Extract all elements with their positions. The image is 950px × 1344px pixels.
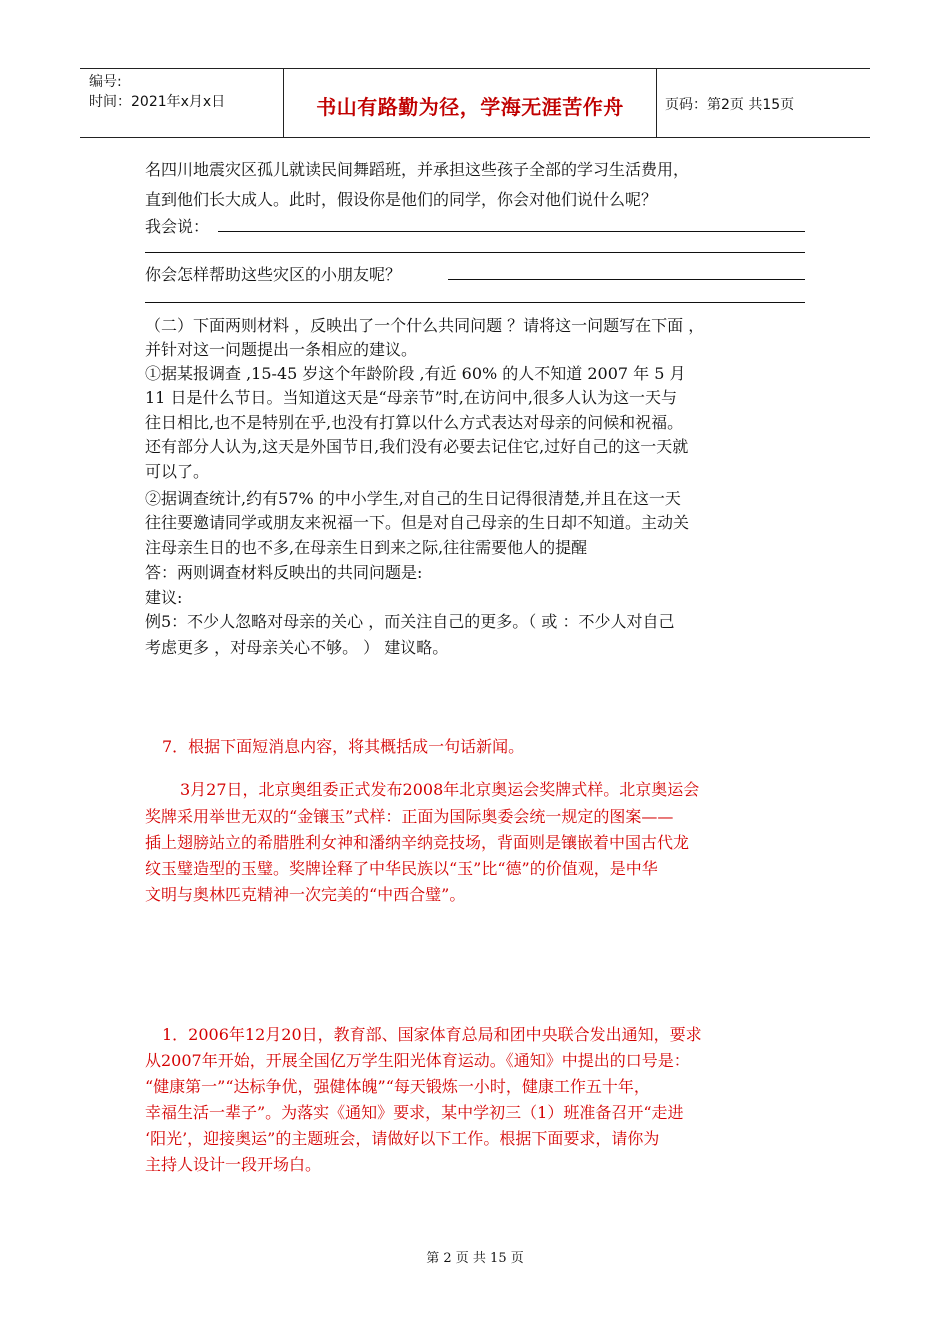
answer-line: [145, 302, 805, 303]
paragraph-line: “健康第一”“达标争优，强健体魄”“每天锻炼一小时，健康工作五十年，: [145, 1077, 650, 1096]
paragraph-line: 可以了。: [145, 462, 210, 481]
paragraph-line: 奖牌采用举世无双的“金镶玉”式样：正面为国际奥委会统一规定的图案——: [145, 807, 674, 826]
paragraph-line: 注母亲生日的也不多,在母亲生日到来之际,往往需要他人的提醒: [145, 538, 588, 557]
header-motto: 书山有路勤为径，学海无涯苦作舟: [316, 95, 624, 119]
answer-prompt: 我会说：: [145, 217, 210, 236]
header-meta: [89, 72, 225, 112]
paragraph-line: ②据调查统计,约有57% 的中小学生,对自己的生日记得很清楚,并且在这一天: [145, 489, 681, 508]
paragraph-line: 3月27日，北京奥组委正式发布2008年北京奥运会奖牌式样。北京奥运会: [180, 780, 700, 799]
header-page-info: 页码：第2页 共15页: [665, 97, 795, 113]
paragraph-line: 直到他们长大成人。此时，假设你是他们的同学，你会对他们说什么呢？: [145, 190, 658, 209]
example-answer: 考虑更多 ，对母亲关心不够。 ） 建议略。: [145, 638, 449, 657]
paragraph-line: 还有部分人认为,这天是外国节日,我们没有必要去记住它,过好自己的这一天就: [145, 437, 689, 456]
paragraph-line: 文明与奥林匹克精神一次完美的“中西合璧”。: [145, 885, 466, 904]
paragraph-line: （二）下面两则材料 ，反映出了一个什么共同问题 ？请将这一问题写在下面 ，: [145, 316, 705, 335]
paragraph-line: ‘阳光’，迎接奥运”的主题班会，请做好以下工作。根据下面要求，请你为: [145, 1129, 660, 1148]
paragraph-line: 1．2006年12月20日，教育部、国家体育总局和团中央联合发出通知，要求: [162, 1025, 702, 1044]
date-line: 时间：2021年x月x日: [89, 94, 226, 110]
paragraph-line: 往日相比,也不是特别在乎,也没有打算以什么方式表达对母亲的问候和祝福。: [145, 413, 684, 432]
paragraph-line: 主持人设计一段开场白。: [145, 1155, 322, 1174]
paragraph-line: 从2007年开始，开展全国亿万学生阳光体育运动。《通知》中提出的口号是：: [145, 1051, 690, 1070]
paragraph-line: 名四川地震灾区孤儿就读民间舞蹈班，并承担这些孩子全部的学习生活费用，: [145, 160, 690, 179]
answer-line: [448, 279, 805, 280]
paragraph-line: 11 日是什么节日。当知道这天是“母亲节”时,在访问中,很多人认为这一天与: [145, 388, 677, 407]
document-number-label: 编号:: [89, 74, 122, 90]
paragraph-line: 插上翅膀站立的希腊胜利女神和潘纳辛纳竞技场，背面则是镶嵌着中国古代龙: [145, 833, 690, 852]
paragraph-line: 纹玉璧造型的玉璧。奖牌诠释了中华民族以“玉”比“德”的价值观，是中华: [145, 859, 658, 878]
paragraph-line: 并针对这一问题提出一条相应的建议。: [145, 340, 418, 359]
example-answer: 例5：不少人忽略对母亲的关心 ，而关注自己的更多。（ 或 ：不少人对自己: [145, 612, 675, 631]
answer-line: [145, 252, 805, 253]
answer-line-text: 答：两则调查材料反映出的共同问题是:: [145, 563, 423, 582]
page-footer: 第 2 页 共 15 页: [426, 1251, 524, 1266]
answer-prompt: 你会怎样帮助这些灾区的小朋友呢？: [145, 265, 402, 284]
paragraph-line: 往往要邀请同学或朋友来祝福一下。但是对自己母亲的生日却不知道。主动关: [145, 513, 690, 532]
header-divider: [656, 69, 657, 137]
page-header: [80, 68, 870, 138]
paragraph-line: 幸福生活一辈子”。为落实《通知》要求，某中学初三（1）班准备召开“走进: [145, 1103, 684, 1122]
question-title: 7．根据下面短消息内容，将其概括成一句话新闻。: [162, 737, 525, 756]
paragraph-line: ①据某报调查 ,15-45 岁这个年龄阶段 ,有近 60% 的人不知道 2007 年 5 月: [145, 364, 686, 383]
suggestion-label: 建议:: [145, 588, 183, 607]
answer-line: [218, 231, 805, 232]
